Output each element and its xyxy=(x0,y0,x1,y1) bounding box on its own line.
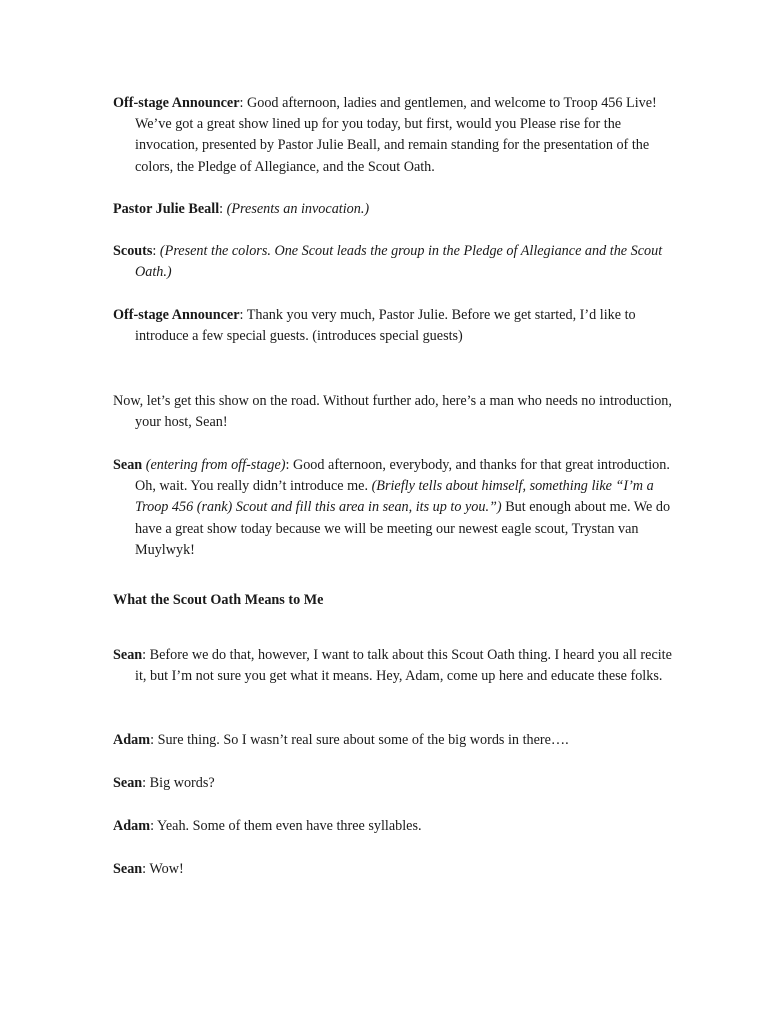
section-heading: What the Scout Oath Means to Me xyxy=(113,592,324,608)
speaker-name: Sean xyxy=(113,775,143,791)
sean-wow-line xyxy=(113,859,680,880)
speaker-name: Off-stage Announcer xyxy=(113,95,240,111)
speaker-name: Sean xyxy=(113,457,143,473)
scouts-colors-line xyxy=(113,241,680,283)
speaker-name: Off-stage Announcer xyxy=(113,307,240,323)
colon: : xyxy=(142,861,147,877)
announcer-guests-line xyxy=(113,305,680,347)
adam-syllables-line xyxy=(113,816,680,837)
speaker-name: Sean xyxy=(113,861,143,877)
dialogue-text: Big words? xyxy=(146,775,215,791)
stage-direction: (Present the colors. One Scout leads the group in the Pledge of Allegiance and the Scout Oath.) xyxy=(135,243,663,281)
speaker-name: Sean xyxy=(113,647,143,663)
dialogue-text: But enough about me. We do have a great show today because we will be meeting our newest eagle scout, Trystan van Muylwyk! xyxy=(135,499,671,558)
announcer-welcome-line xyxy=(113,93,680,178)
colon: : xyxy=(142,647,147,663)
speaker-name: Scouts xyxy=(113,243,153,259)
colon: : xyxy=(152,243,157,259)
stage-direction: (Briefly tells about himself, something like “I’m a Troop 456 (rank) Scout and fill this area in sean, its up to you.”) xyxy=(135,478,654,516)
dialogue-text: Sure thing. So I wasn’t real sure about some of the big words in there…. xyxy=(154,732,569,748)
dialogue-text: Before we do that, however, I want to talk about this Scout Oath thing. I heard you all recite it, but I’m not sure you get what it means. Hey, Adam, come up here and educate these folks. xyxy=(135,647,672,685)
colon: : xyxy=(239,307,244,323)
dialogue-text: Good afternoon, ladies and gentlemen, and welcome to Troop 456 Live! We’ve got a great show lined up for you today, but first, would you Please rise for the invocation, presented by Pastor Julie Beall, and remain standing for the presentation of the colors, the Pledge of Allegiance, and the Scout Oath. xyxy=(135,95,657,175)
speaker-name: Pastor Julie Beall xyxy=(113,201,220,217)
dialogue-text: Good afternoon, everybody, and thanks for that great introduction. Oh, wait. You really didn’t introduce me. xyxy=(135,457,670,495)
dialogue-text: Wow! xyxy=(146,861,184,877)
dialogue-text: Yeah. Some of them even have three syllables. xyxy=(154,818,422,834)
sean-big-words-line xyxy=(113,773,680,794)
colon: : xyxy=(239,95,244,111)
colon: : xyxy=(142,775,147,791)
speaker-name: Adam xyxy=(113,818,151,834)
colon: : xyxy=(285,457,290,473)
dialogue-text: Thank you very much, Pastor Julie. Before we get started, I’d like to introduce a few special guests. (introduces special guests) xyxy=(135,307,636,345)
adam-big-words-line xyxy=(113,730,680,751)
colon: : xyxy=(150,732,155,748)
colon: : xyxy=(150,818,155,834)
show-intro-line xyxy=(113,391,680,433)
colon: : xyxy=(219,201,224,217)
stage-direction: (Presents an invocation.) xyxy=(223,201,370,217)
sean-scout-oath-line xyxy=(113,645,680,687)
speaker-name: Adam xyxy=(113,732,151,748)
pastor-invocation-line xyxy=(113,199,680,220)
stage-direction: (entering from off-stage) xyxy=(142,457,286,473)
dialogue-text: Now, let’s get this show on the road. Without further ado, here’s a man who needs no introduction, your host, Sean! xyxy=(113,393,672,431)
sean-entrance-line xyxy=(113,455,680,561)
